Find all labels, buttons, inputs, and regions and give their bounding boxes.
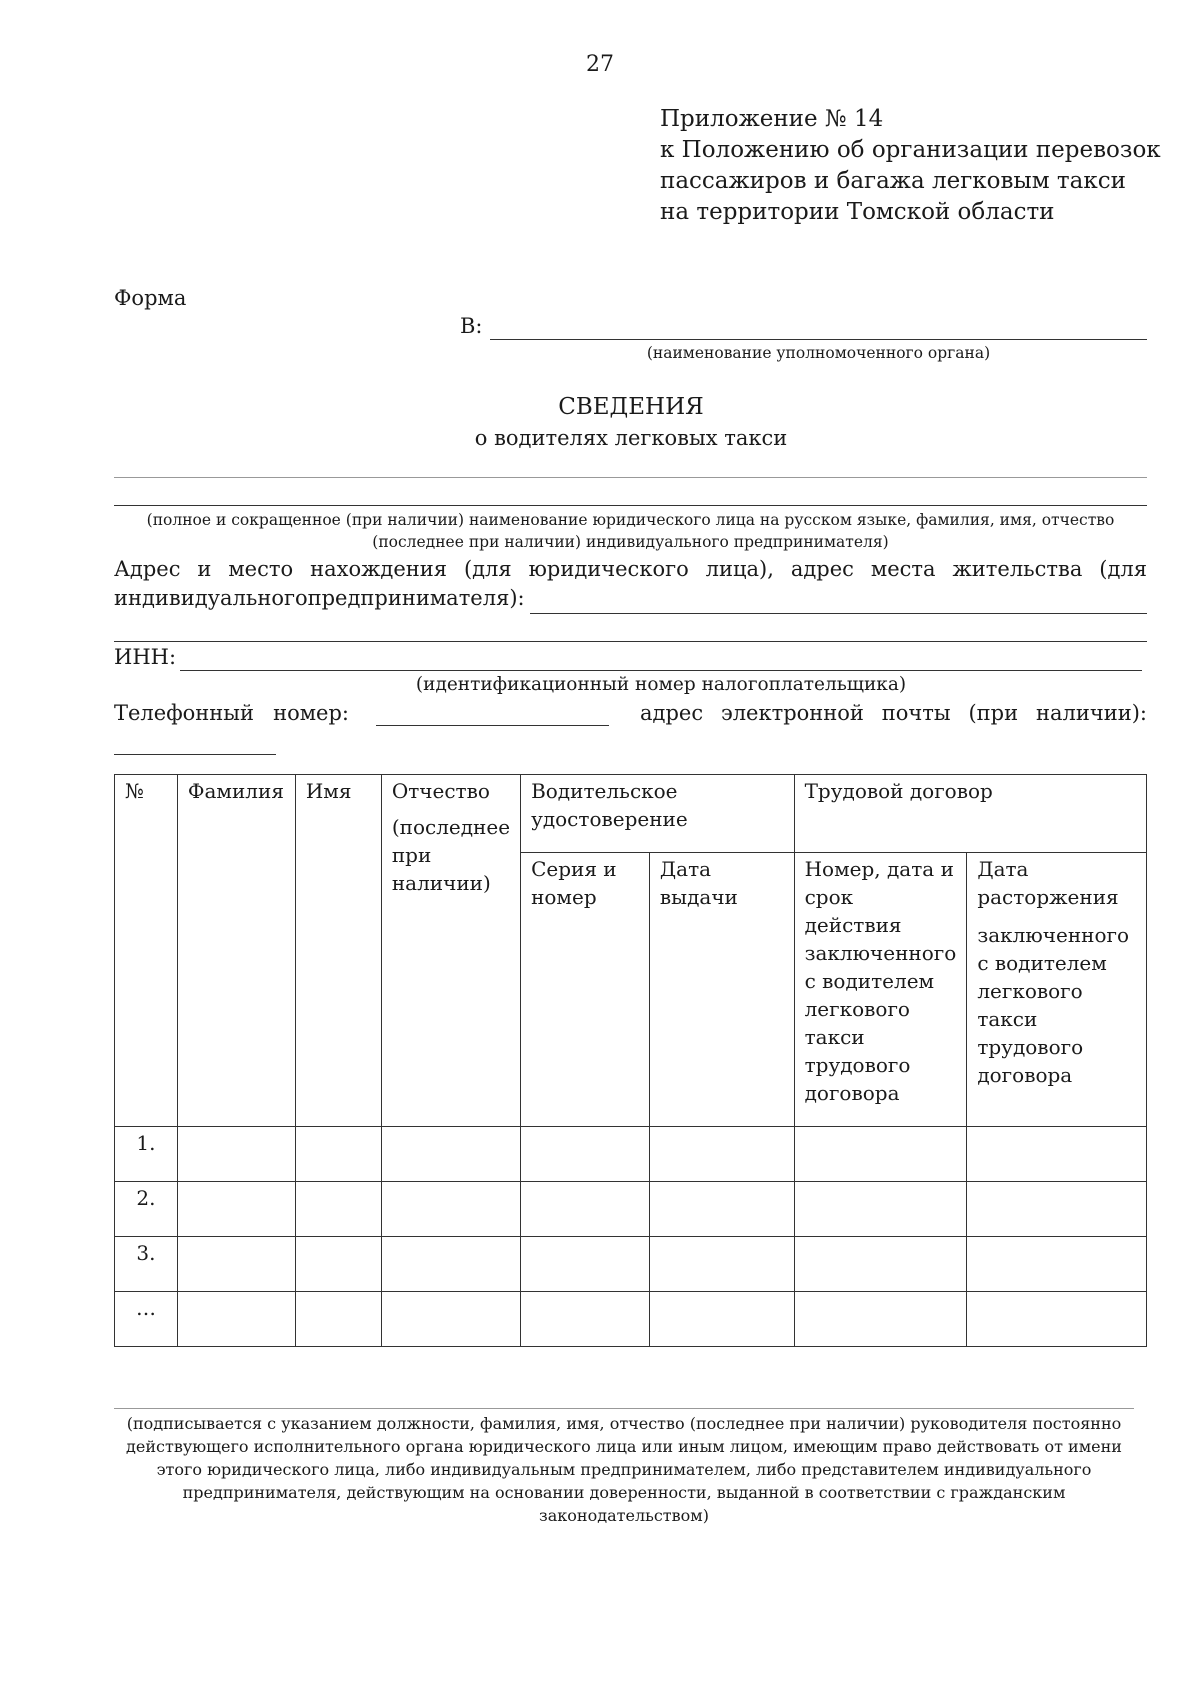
address-field-line-2[interactable] (114, 641, 1147, 642)
table-cell[interactable] (649, 1292, 794, 1347)
email-label: адрес электронной почты (при наличии): (640, 701, 1147, 725)
table-cell[interactable] (649, 1182, 794, 1237)
table-cell[interactable] (794, 1292, 967, 1347)
row-number: 1. (115, 1127, 178, 1182)
phone-field[interactable] (376, 725, 609, 726)
header-driver-license: Водительское удостоверение (521, 775, 795, 853)
table-cell[interactable] (295, 1237, 381, 1292)
drivers-table (114, 774, 1147, 1347)
header-contract-termination: Дата расторжения заключенного с водителем легкового такси трудового договора (967, 853, 1147, 1127)
authority-caption: (наименование уполномоченного органа) (646, 344, 991, 362)
entity-caption-line: (последнее при наличии) индивидуального предпринимателя) (372, 533, 889, 551)
entity-name-field-line-2[interactable] (114, 505, 1147, 506)
row-number: … (115, 1292, 178, 1347)
table-row (115, 1182, 1147, 1237)
table-cell[interactable] (295, 1127, 381, 1182)
table-cell[interactable] (521, 1292, 650, 1347)
entity-caption-line: (полное и сокращенное (при наличии) наименование юридического лица на русском языке, фамилия, имя, отчество (146, 511, 1115, 529)
appendix-line: на территории Томской области (660, 199, 1055, 225)
appendix-line: Приложение № 14 (660, 106, 884, 132)
table-cell[interactable] (177, 1182, 295, 1237)
table-cell[interactable] (649, 1127, 794, 1182)
table-cell[interactable] (649, 1237, 794, 1292)
entity-caption (114, 509, 1147, 553)
table-cell[interactable] (521, 1182, 650, 1237)
phone-label: Телефонный номер: (114, 701, 349, 725)
header-contract-number: Номер, дата и срок действия заключенного с водителем легкового такси трудового договора (794, 853, 967, 1127)
authority-field[interactable] (490, 339, 1147, 340)
document-title: СВЕДЕНИЯ (558, 394, 704, 420)
row-number: 3. (115, 1237, 178, 1292)
table-cell[interactable] (295, 1292, 381, 1347)
signature-caption-line: действующего исполнительного органа юридического лица или иным лицом, имеющим право действовать от имени (126, 1437, 1122, 1456)
table-cell[interactable] (794, 1182, 967, 1237)
header-patronymic: Отчество (последнее при наличии) (381, 775, 520, 1127)
table-row (115, 1292, 1147, 1347)
address-label-line-2: индивидуального предпринимателя): (114, 586, 525, 610)
entity-name-field-line-1[interactable] (114, 477, 1147, 478)
signature-caption-line: предпринимателя, действующим на основании доверенности, выданной в соответствии с гражданским (182, 1483, 1066, 1502)
table-row (115, 1237, 1147, 1292)
table-cell[interactable] (521, 1127, 650, 1182)
inn-caption: (идентификационный номер налогоплательщика) (415, 674, 907, 695)
inn-field[interactable] (180, 670, 1142, 671)
signature-caption-line: (подписывается с указанием должности, фамилия, имя, отчество (последнее при наличии) руководителя постоянно (126, 1414, 1122, 1433)
table-cell[interactable] (295, 1182, 381, 1237)
appendix-line: к Положению об организации перевозок (660, 137, 1161, 163)
signature-caption (114, 1412, 1134, 1527)
table-cell[interactable] (794, 1127, 967, 1182)
header-employment-contract: Трудовой договор (794, 775, 1146, 853)
table-row (115, 1127, 1147, 1182)
appendix-block (660, 104, 1161, 228)
table-cell[interactable] (177, 1237, 295, 1292)
address-field[interactable] (530, 613, 1147, 614)
table-cell[interactable] (381, 1292, 520, 1347)
signature-caption-line: законодательством) (539, 1506, 709, 1525)
table-cell[interactable] (967, 1292, 1147, 1347)
to-label: В: (460, 314, 483, 338)
document-subtitle: о водителях легковых такси (474, 426, 788, 450)
table-cell[interactable] (967, 1127, 1147, 1182)
table-cell[interactable] (381, 1237, 520, 1292)
header-name: Имя (295, 775, 381, 1127)
inn-label: ИНН: (114, 645, 177, 669)
header-number: № (115, 775, 178, 1127)
table-cell[interactable] (967, 1182, 1147, 1237)
appendix-line: пассажиров и багажа легковым такси (660, 168, 1126, 194)
header-license-series: Серия и номер (521, 853, 650, 1127)
signature-caption-line: этого юридического лица, либо индивидуальным предпринимателем, либо представителем индивидуального (156, 1460, 1092, 1479)
table-cell[interactable] (967, 1237, 1147, 1292)
table-cell[interactable] (381, 1182, 520, 1237)
header-surname: Фамилия (177, 775, 295, 1127)
table-cell[interactable] (794, 1237, 967, 1292)
address-label-line-1: Адрес и место нахождения (для юридического лица), адрес места жительства (для (114, 557, 1147, 581)
email-field[interactable] (114, 754, 276, 755)
signature-field[interactable] (114, 1408, 1134, 1409)
table-cell[interactable] (381, 1127, 520, 1182)
row-number: 2. (115, 1182, 178, 1237)
table-cell[interactable] (521, 1237, 650, 1292)
table-cell[interactable] (177, 1127, 295, 1182)
header-license-date: Дата выдачи (649, 853, 794, 1127)
page-number: 27 (586, 52, 614, 77)
table-cell[interactable] (177, 1292, 295, 1347)
form-label: Форма (114, 286, 187, 310)
